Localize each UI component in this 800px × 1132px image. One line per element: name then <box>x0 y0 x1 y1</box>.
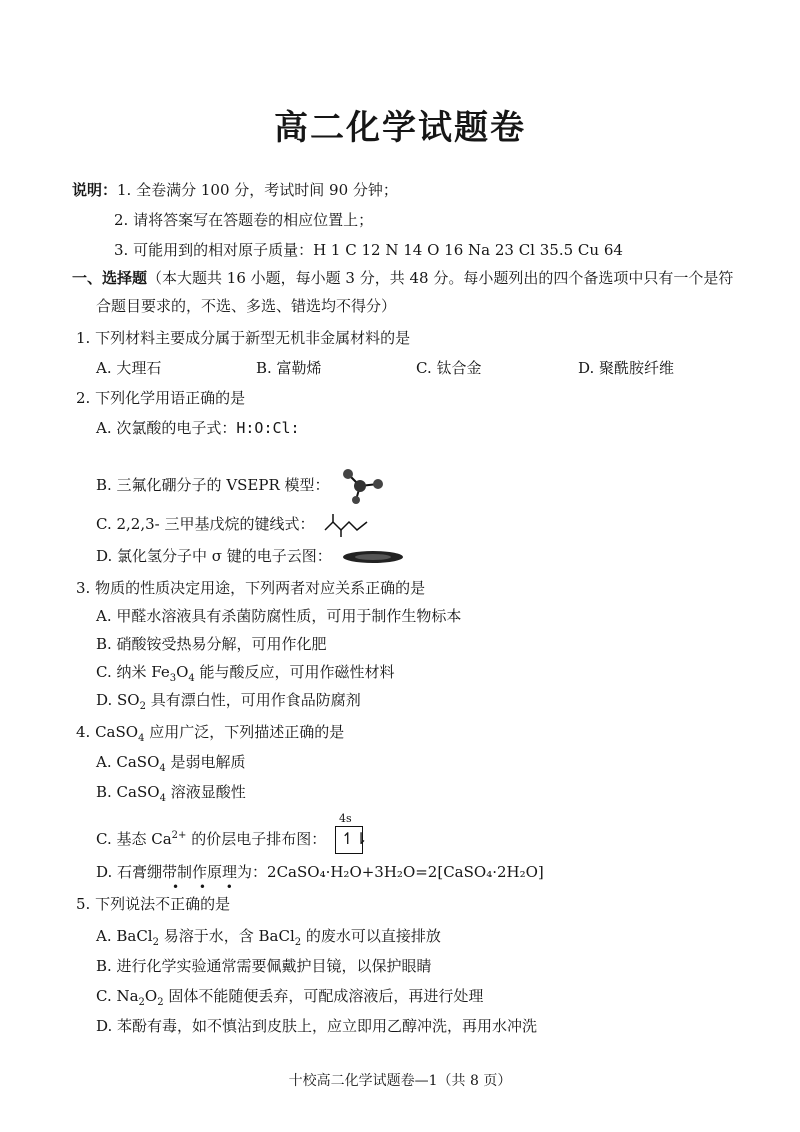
q4-option-b: B. CaSO$_4$ 溶液显酸性 <box>96 783 246 804</box>
section-heading-line <box>72 268 733 288</box>
q2-option-b-label: B. 三氟化硼分子的 VSEPR 模型： <box>96 476 330 494</box>
q5-option-c-mid: O <box>144 987 158 1005</box>
question-1-stem: 1. 下列材料主要成分属于新型无机非金属材料的是 <box>76 329 411 347</box>
q5-option-b: B. 进行化学实验通常需要佩戴护目镜，以保护眼睛 <box>96 957 432 975</box>
q5-option-a-mid: 易溶于水，含 BaCl <box>158 927 295 945</box>
instructions-line-1 <box>72 180 398 200</box>
q2-option-d <box>96 546 405 566</box>
q1-option-a: A. 大理石 <box>96 359 162 377</box>
question-2-stem: 2. 下列化学用语正确的是 <box>76 389 246 407</box>
q5-option-c-post: 固体不能随便丢弃，可配成溶液后，再进行处理 <box>163 987 484 1005</box>
sigma-bond-electron-cloud-icon <box>341 549 405 565</box>
q5-option-d: D. 苯酚有毒，如不慎沾到皮肤上，应立即用乙醇冲洗，再用水冲洗 <box>96 1017 538 1035</box>
section-heading: 一、选择题 <box>72 269 148 287</box>
question-3-stem: 3. 物质的性质决定用途，下列两者对应关系正确的是 <box>76 579 426 597</box>
q2-option-a <box>96 418 300 438</box>
page-title: 高二化学试题卷 <box>274 108 526 148</box>
hypochlorous-electron-formula: H:O:Cl: <box>236 419 300 437</box>
q5-option-a: A. BaCl$_2$ 易溶于水，含 BaCl$_2$ 的废水可以直接排放 <box>96 927 441 948</box>
orbital-diagram-icon <box>335 812 368 854</box>
question-5-stem: 5. 下列说法不正确的是 <box>76 895 231 913</box>
q4-option-c: C. 基态 $Ca^{2+}$ 的价层电子排布图： 4s ↿⇂ <box>96 826 363 854</box>
q1-option-c: C. 钛合金 <box>416 359 482 377</box>
q4-option-d: D. 石膏绷带制作原理为：2CaSO₄·H₂O+3H₂O=2[CaSO₄·2H₂O] <box>96 863 544 881</box>
bf3-vsepr-model-icon <box>338 468 386 504</box>
q5-option-a-pre: A. BaCl <box>96 927 153 945</box>
q4-option-c-pre: C. 基态 Ca <box>96 830 172 848</box>
q4-option-a-post: 是弱电解质 <box>165 753 246 771</box>
q3-option-d-pre: D. SO <box>96 691 140 709</box>
instruction-item: 3. 可能用到的相对原子质量：H 1 C 12 N 14 O 16 Na 23 Cl 35.5 Cu 64 <box>114 241 623 259</box>
q1-option-b: B. 富勒烯 <box>256 359 322 377</box>
q2-option-c <box>96 512 371 538</box>
q5-option-c-pre: C. Na <box>96 987 139 1005</box>
q3-option-c-post: 能与酸反应，可用作磁性材料 <box>194 663 395 681</box>
q4-option-b-post: 溶液显酸性 <box>165 783 246 801</box>
question-4-stem: 4. CaSO$_4$ 应用广泛，下列描述正确的是 <box>76 723 345 744</box>
instructions-label: 说明： <box>72 181 118 199</box>
skeletal-formula-icon <box>323 512 371 538</box>
q2-option-d-label: D. 氯化氢分子中 σ 键的电子云图： <box>96 547 332 565</box>
section-description-line-2: 合题目要求的，不选、多选、错选均不得分） <box>96 297 397 315</box>
up-down-arrows-icon: ↿⇂ <box>340 829 368 848</box>
q4-stem-post: 应用广泛，下列描述正确的是 <box>144 723 345 741</box>
q5-option-a-post: 的废水可以直接排放 <box>301 927 441 945</box>
q3-option-b: B. 硝酸铵受热易分解，可用作化肥 <box>96 635 327 653</box>
q3-option-d-post: 具有漂白性，可用作食品防腐剂 <box>145 691 361 709</box>
q2-option-a-label: A. 次氯酸的电子式： <box>96 419 237 437</box>
orbital-label: 4s <box>338 812 352 825</box>
q3-option-c-pre: C. 纳米 Fe <box>96 663 170 681</box>
page-footer: 十校高二化学试题卷—1（共 8 页） <box>288 1073 512 1089</box>
q5-option-c: C. $Na_2O_2$ 固体不能随便丢弃，可配成溶液后，再进行处理 <box>96 987 484 1008</box>
q3-option-d: D. $SO_2$ 具有漂白性，可用作食品防腐剂 <box>96 691 361 712</box>
q2-option-c-label: C. 2,2,3- 三甲基戊烷的键线式： <box>96 515 315 533</box>
instruction-item: 1. 全卷满分 100 分，考试时间 90 分钟； <box>117 181 398 199</box>
q2-option-b <box>96 468 386 504</box>
q4-stem-pre: 4. CaSO <box>76 723 139 741</box>
section-description: （本大题共 16 小题，每小题 3 分，共 48 分。每小题列出的四个备选项中只有一个是符 <box>147 269 734 287</box>
q4-option-c-post: 的价层电子排布图： <box>186 830 327 848</box>
q4-option-a-pre: A. CaSO <box>96 753 160 771</box>
q4-option-a: A. CaSO$_4$ 是弱电解质 <box>96 753 246 774</box>
q3-option-a: A. 甲醛水溶液具有杀菌防腐性质，可用于制作生物标本 <box>96 607 462 625</box>
instruction-item: 2. 请将答案写在答题卷的相应位置上； <box>114 211 374 229</box>
q4-option-b-pre: B. CaSO <box>96 783 160 801</box>
q3-option-c: C. 纳米 $Fe_3O_4$ 能与酸反应，可用作磁性材料 <box>96 663 395 684</box>
emphasis-dots: • • • <box>172 880 241 894</box>
q1-option-d: D. 聚酰胺纤维 <box>578 359 675 377</box>
